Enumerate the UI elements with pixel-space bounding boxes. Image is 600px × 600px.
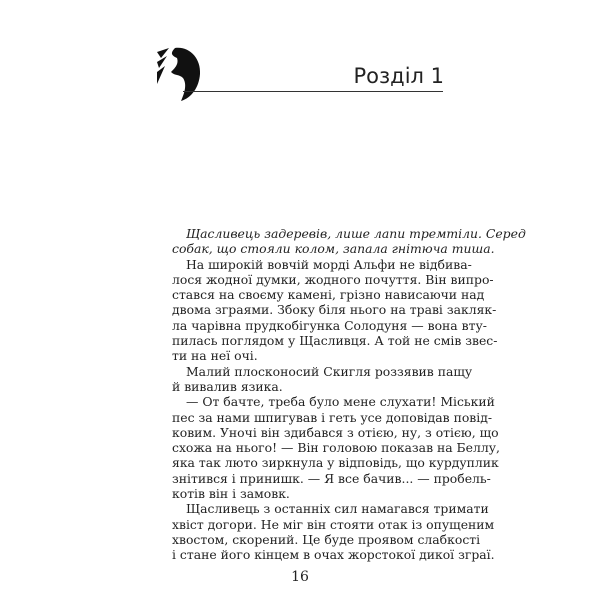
paragraph (172, 394, 500, 502)
text-line: яка так люто зиркнула у відповідь, що курдуплик (172, 455, 499, 471)
text-line: пес за нами шпигував і геть усе доповідав повід- (172, 409, 493, 425)
text-line: хвіст догори. Не міг він стояти отак із опущеним (172, 516, 495, 532)
page-number: 16 (291, 569, 309, 585)
chapter-title: Розділ 1 (353, 64, 444, 88)
text-line: ковим. Уночі він здибався з отією, ну, з отією, що (172, 424, 499, 440)
text-line: лося жодної думки, жодного почуття. Він випро- (172, 271, 494, 287)
text-line: двома зграями. Збоку біля нього на траві закляк- (172, 302, 497, 318)
text-line: й вивалив язика. (172, 378, 283, 394)
paragraph (172, 501, 495, 563)
wolf-head-logo-icon (155, 44, 203, 102)
text-line: котів він і замовк. (172, 486, 290, 502)
paragraph (172, 363, 473, 395)
text-line: стався на своєму камені, грізно нависаючи над (172, 287, 485, 303)
header-rule (183, 91, 443, 92)
text-line: знітився і принишк. — Я все бачив... — пробель- (172, 470, 491, 486)
text-line: і стане його кінцем в очах жорстокої дикої зграї. (172, 547, 495, 563)
text-line: Малий плосконосий Скигля роззявив пащу (186, 363, 473, 379)
text-line: хвостом, скорений. Це буде проявом слабкості (172, 531, 481, 547)
text-line: схожа на нього! — Він головою показав на Беллу, (172, 440, 500, 456)
text-line: ти на неї очі. (172, 348, 258, 364)
text-line: ла чарівна прудкобігунка Солодуня — вона вту- (172, 317, 487, 333)
text-line: — От бачте, треба було мене слухати! Міський (186, 394, 495, 410)
text-line: собак, що стояли колом, запала гнітюча тиша. (172, 241, 495, 257)
paragraph (172, 226, 526, 257)
text-line: На широкій вовчій морді Альфи не відбива- (186, 256, 472, 272)
paragraph (172, 256, 498, 364)
text-line: пилась поглядом у Щасливця. А той не смів звес- (172, 333, 498, 349)
body-text (172, 226, 526, 563)
text-line: Щасливець задеревів, лише лапи тремтіли. Серед (186, 226, 526, 241)
text-line: Щасливець з останніх сил намагався тримати (186, 501, 489, 517)
